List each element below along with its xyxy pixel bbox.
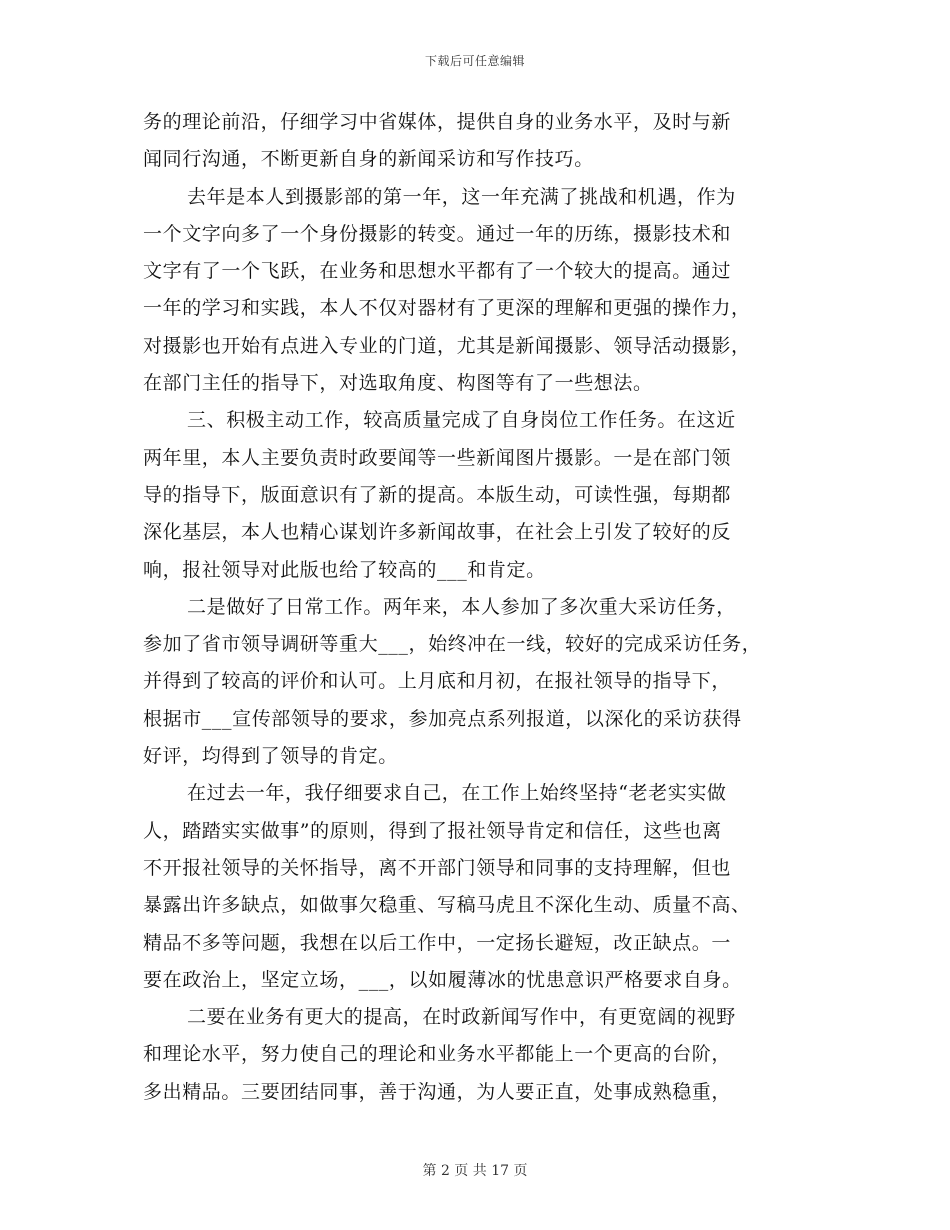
text-line: 精品不多等问题，我想在以后工作中，一定扬长避短，改正缺点。一	[143, 931, 732, 954]
text-line: 文字有了一个飞跃，在业务和思想水平都有了一个较大的提高。通过	[143, 260, 732, 283]
text-line: 闻同行沟通，不断更新自身的新闻采访和写作技巧。	[143, 148, 594, 171]
text-line: 根据市___宣传部领导的要求，参加亮点系列报道，以深化的采访获得	[143, 707, 742, 730]
page-header: 下载后可任意编辑	[424, 54, 525, 68]
text-line: 要在政治上，坚定立场，___，以如履薄冰的忧患意识严格要求自身。	[143, 968, 742, 991]
text-line: 在部门主任的指导下，对选取角度、构图等有了一些想法。	[143, 372, 653, 395]
text-line: 一年的学习和实践，本人不仅对器材有了更深的理解和更强的操作力，	[143, 297, 751, 320]
document-body	[143, 104, 823, 1111]
text-line: 人，踏踏实实做事”的原则，得到了报社领导肯定和信任，这些也离	[143, 819, 722, 842]
page-number-footer: 第 2 页 共 17 页	[422, 1163, 528, 1179]
paragraph-start-line: 二要在业务有更大的提高，在时政新闻写作中，有更宽阔的视野	[187, 1006, 736, 1029]
paragraph-start-line: 二是做好了日常工作。两年来，本人参加了多次重大采访任务，	[187, 595, 736, 618]
text-line: 不开报社领导的关怀指导，离不开部门领导和同事的支持理解，但也	[143, 856, 732, 879]
paragraph-start-line: 去年是本人到摄影部的第一年，这一年充满了挑战和机遇，作为	[187, 185, 736, 208]
text-line: 参加了省市领导调研等重大___，始终冲在一线，较好的完成采访任务，	[143, 633, 762, 656]
paragraph-start-line: 在过去一年，我仔细要求自己，在工作上始终坚持“老老实实做	[187, 782, 727, 805]
text-line: 多出精品。三要团结同事，善于沟通，为人要正直，处事成熟稳重，	[143, 1080, 732, 1103]
text-line: 和理论水平，努力使自己的理论和业务水平都能上一个更高的台阶，	[143, 1043, 732, 1066]
text-line: 两年里，本人主要负责时政要闻等一些新闻图片摄影。一是在部门领	[143, 446, 732, 469]
text-line: 一个文字向多了一个身份摄影的转变。通过一年的历练，摄影技术和	[143, 222, 732, 245]
text-line: 务的理论前沿，仔细学习中省媒体，提供自身的业务水平，及时与新	[143, 111, 732, 133]
text-line: 响，报社领导对此版也给了较高的___和肯定。	[143, 558, 546, 581]
text-line: 深化基层，本人也精心谋划许多新闻故事，在社会上引发了较好的反	[143, 521, 732, 544]
text-line: 暴露出许多缺点，如做事欠稳重、写稿马虎且不深化生动、质量不高、	[143, 894, 751, 917]
text-line: 并得到了较高的评价和认可。上月底和月初，在报社领导的指导下，	[143, 670, 732, 693]
paragraph-start-line: 三、积极主动工作，较高质量完成了自身岗位工作任务。在这近	[187, 409, 736, 432]
text-line: 好评，均得到了领导的肯定。	[143, 745, 398, 768]
text-line: 导的指导下，版面意识有了新的提高。本版生动，可读性强，每期都	[143, 483, 732, 506]
text-line: 对摄影也开始有点进入专业的门道，尤其是新闻摄影、领导活动摄影，	[143, 334, 751, 357]
